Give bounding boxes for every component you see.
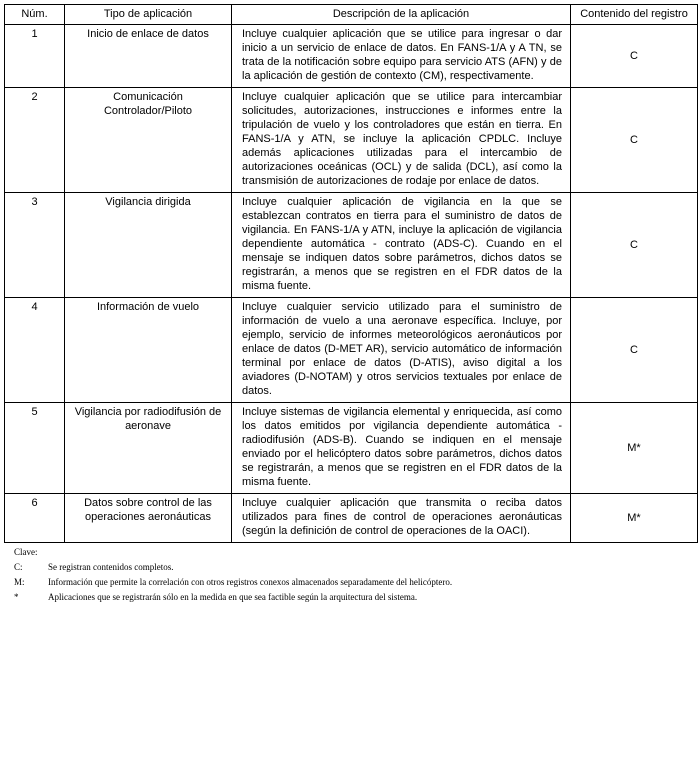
table-row: [5, 88, 698, 193]
table-header-row: [5, 5, 698, 25]
cell-descripcion: Incluye cualquier servicio utilizado para el suministro de información de vuelo a una aeronave específica. Incluye, por ejemplo, servicio de informes meteorológicos aeronáuticos por enlace de datos (D-MET AR), servicio automático de información terminal por enlace de datos (D-ATIS), aviso digital a los aviadores (D-NOTAM) y otros servicios textuales por enlace de datos.: [232, 298, 571, 403]
cell-contenido: C: [571, 298, 698, 403]
table-row: [5, 403, 698, 494]
cell-contenido: C: [571, 25, 698, 88]
cell-tipo: Datos sobre control de las operaciones aeronáuticas: [65, 494, 232, 543]
footnote-item: [14, 591, 697, 604]
footnote-item: [14, 576, 697, 589]
applications-table: [4, 4, 698, 543]
cell-tipo: Vigilancia por radiodifusión de aeronave: [65, 403, 232, 494]
footnote-key: M:: [14, 577, 25, 587]
cell-descripcion: Incluye cualquier aplicación que se utilice para ingresar o dar inicio a un servicio de enlace de datos. En FANS-1/A y A TN, se trata de la notificación sobre equipo para servicio ATS (AFN) y de la aplicación de gestión de contexto (CM), respectivamente.: [232, 25, 571, 88]
table-row: [5, 193, 698, 298]
table-row: [5, 25, 698, 88]
footnote-key: *: [14, 592, 19, 602]
cell-tipo: Información de vuelo: [65, 298, 232, 403]
cell-contenido: M*: [571, 494, 698, 543]
column-header-num: Núm.: [5, 5, 65, 25]
cell-num: 3: [5, 193, 65, 298]
column-header-tipo: Tipo de aplicación: [65, 5, 232, 25]
column-header-contenido: Contenido del registro: [571, 5, 698, 25]
cell-num: 2: [5, 88, 65, 193]
cell-tipo: Comunicación Controlador/Piloto: [65, 88, 232, 193]
footnote-key: C:: [14, 562, 23, 572]
cell-descripcion: Incluye cualquier aplicación que transmita o reciba datos utilizados para fines de control de operaciones aeronáuticas (según la definición de control de operaciones de la OACI).: [232, 494, 571, 543]
footnote-text: Aplicaciones que se registrarán sólo en la medida en que sea factible según la arquitectura del sistema.: [48, 592, 418, 602]
cell-tipo: Vigilancia dirigida: [65, 193, 232, 298]
cell-tipo: Inicio de enlace de datos: [65, 25, 232, 88]
cell-num: 1: [5, 25, 65, 88]
column-header-descripcion: Descripción de la aplicación: [232, 5, 571, 25]
cell-num: 5: [5, 403, 65, 494]
table-row: [5, 494, 698, 543]
footnote-text: Se registran contenidos completos.: [48, 562, 174, 572]
footnotes-block: [4, 546, 697, 604]
table-row: [5, 298, 698, 403]
footnote-item: [14, 561, 697, 574]
cell-descripcion: Incluye sistemas de vigilancia elemental y enriquecida, así como los datos emitidos por vigilancia dependiente automática - radiodifusión (ADS-B). Cuando se indiquen en el mensaje enviado por el helicóptero datos sobre parámetros, dichos datos se registrarán, a menos que se registren en el FDR datos de la misma fuente.: [232, 403, 571, 494]
cell-contenido: M*: [571, 403, 698, 494]
cell-descripcion: Incluye cualquier aplicación que se utilice para intercambiar solicitudes, autorizaciones, instrucciones e informes entre la tripulación de vuelo y los controladores que están en tierra. En FANS-1/A y ATN, se incluye la aplicación CPDLC. Incluye además aplicaciones utilizadas para el intercambio de autorizaciones oceánicas (OCL) y de salida (DCL), así como la transmisión de autorizaciones de rodaje por enlace de datos.: [232, 88, 571, 193]
footnotes-title: Clave:: [14, 547, 38, 557]
cell-contenido: C: [571, 88, 698, 193]
cell-contenido: C: [571, 193, 698, 298]
cell-num: 6: [5, 494, 65, 543]
footnote-text: Información que permite la correlación con otros registros conexos almacenados separadamente del helicóptero.: [48, 577, 453, 587]
cell-descripcion: Incluye cualquier aplicación de vigilancia en la que se establezcan contratos en tierra para el suministro de datos de vigilancia. En FANS-1/A y ATN, incluye la aplicación de vigilancia dependiente automática - contrato (ADS-C). Cuando en el mensaje se indiquen datos sobre parámetros, dichos datos se registrarán, a menos que se registren en el FDR datos de la misma fuente.: [232, 193, 571, 298]
cell-num: 4: [5, 298, 65, 403]
